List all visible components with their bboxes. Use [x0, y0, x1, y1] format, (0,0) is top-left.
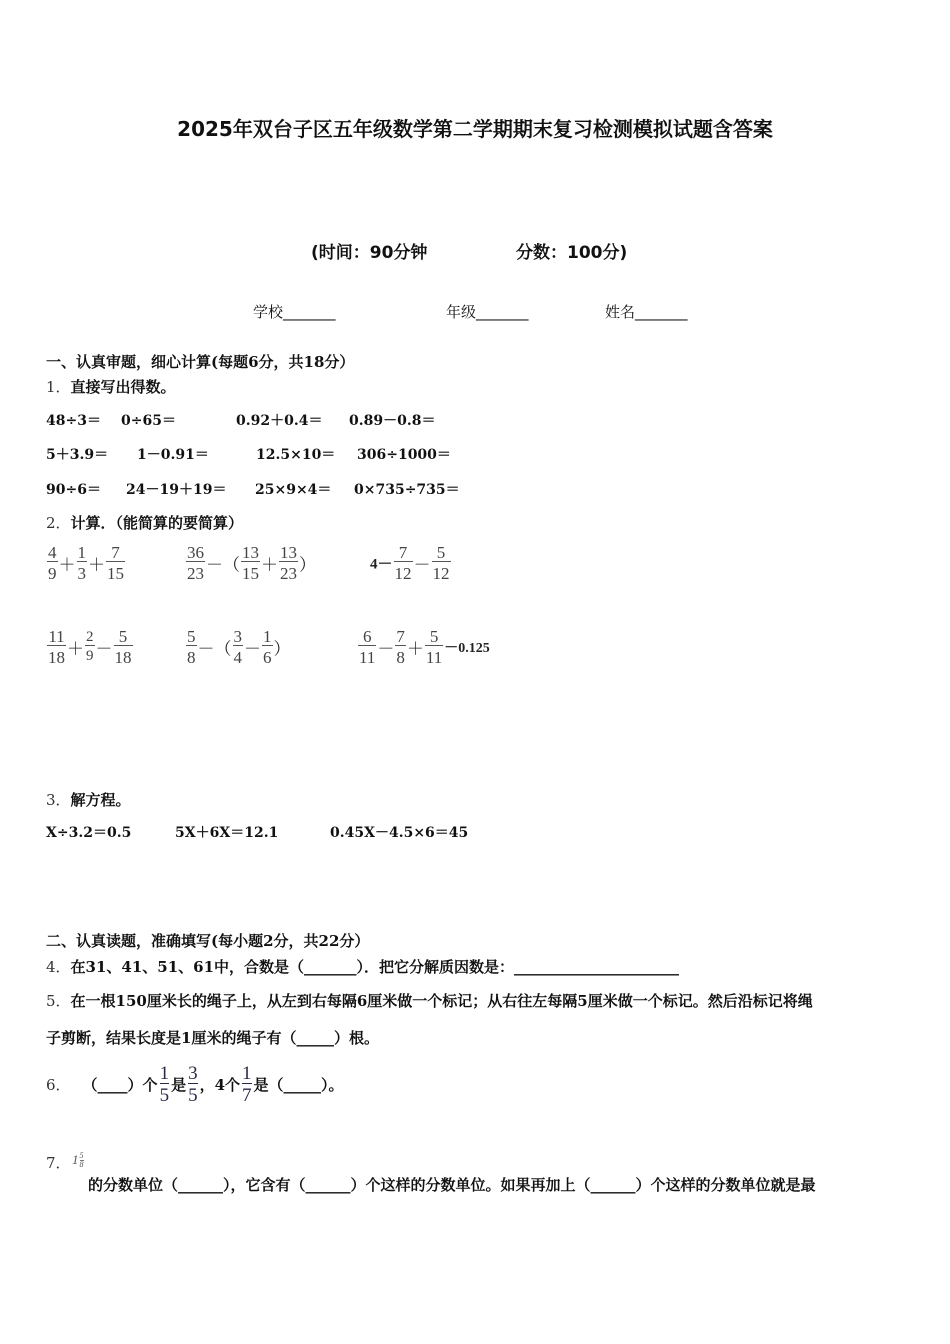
question-number: 7． [46, 1154, 71, 1172]
calc-item: 48÷3＝ [46, 413, 101, 429]
grade-field: 年级_______ [446, 303, 529, 321]
calc-item: 1－0.91＝ [137, 447, 209, 463]
question-label: 直接写出得数。 [70, 378, 176, 396]
question-5-line2: 子剪断，结果长度是1厘米的绳子有（_____）根。 [46, 1029, 379, 1047]
fraction-expression: $\frac{6}{11}$ － $\frac{7}{8}$ ＋ $\frac{5}{11}$ －0.125 [359, 627, 490, 667]
calc-item: 90÷6＝ [46, 482, 101, 498]
fraction: $\frac{4}{9}$ [48, 543, 57, 583]
question-text: 在31、41、51、61中，合数是（_______）．把它分解质因数是：______________________ [70, 958, 680, 976]
fraction: $\frac{7}{15}$ [107, 543, 124, 583]
fraction: $\frac{5}{12}$ [432, 543, 450, 583]
mixed-number: 1 $\frac{5}{8}$ [72, 1151, 84, 1169]
fraction: $\frac{11}{18}$ [48, 627, 65, 667]
question-4 [46, 956, 679, 977]
fraction: $\frac{5}{18}$ [114, 627, 132, 667]
calc-item: 24－19＋19＝ [126, 482, 227, 498]
calc-item: 0÷65＝ [121, 413, 176, 429]
question-2 [46, 512, 243, 533]
fraction: $\frac{1}{3}$ [77, 543, 86, 583]
fraction: $\frac{36}{23}$ [187, 543, 204, 583]
name-field: 姓名_______ [605, 303, 688, 321]
fraction: $\frac{5}{11}$ [425, 627, 443, 667]
question-text: 的分数单位（______），它含有（______）个这样的分数单位。如果再加上（______）个这样的分数单位就是最 [88, 1176, 816, 1194]
fraction: $\frac{6}{11}$ [359, 627, 376, 667]
question-5 [46, 990, 813, 1011]
calc-item: 0.89－0.8＝ [349, 413, 436, 429]
section2-heading: 二、认真读题，准确填写(每小题2分，共22分） [46, 932, 370, 950]
question-label: 计算．（能简算的要简算） [70, 514, 244, 532]
question-number: 2． [46, 514, 71, 532]
fraction-expression: $\frac{5}{8}$ －（ $\frac{3}{4}$ － $\frac{1}{6}$ ） [187, 627, 291, 667]
question-number: 3． [46, 791, 71, 809]
question-number: 1． [46, 378, 71, 396]
question-7 [46, 1151, 816, 1194]
fraction-expression: 4－ $\frac{7}{12}$ － $\frac{5}{12}$ [370, 543, 450, 583]
question-6: 6． （____）个 1 5 是 3 5 ，4个 1 7 是（_____）。 [46, 1063, 344, 1106]
question-number: 5． [46, 992, 71, 1010]
fraction: $\frac{13}{23}$ [280, 543, 297, 583]
fraction: $\frac{3}{4}$ [233, 627, 242, 667]
equation: X÷3.2＝0.5 [46, 825, 132, 841]
section1-heading: 一、认真审题，细心计算(每题6分，共18分） [46, 353, 355, 371]
question-text: 在一根150厘米长的绳子上，从左到右每隔6厘米做一个标记；从右往左每隔5厘米做一个标记。然后沿标记将绳 [70, 992, 813, 1010]
question-1 [46, 376, 176, 397]
fraction: 1 7 [242, 1063, 252, 1106]
question-3 [46, 789, 131, 810]
score-label: 分数：100分) [516, 243, 628, 263]
calc-item: 12.5×10＝ [256, 447, 336, 463]
question-label: 解方程。 [70, 791, 131, 809]
question-number: 4． [46, 958, 71, 976]
school-field: 学校_______ [253, 303, 336, 321]
time-label: (时间：90分钟 [311, 243, 428, 263]
calc-item: 25×9×4＝ [255, 482, 332, 498]
fraction: $\frac{7}{8}$ [396, 627, 405, 667]
fraction: $\frac{2}{9}$ [86, 629, 94, 664]
fraction-expression: $\frac{36}{23}$ －（ $\frac{13}{15}$ ＋ $\frac{13}{23}$ ） [187, 543, 316, 583]
fraction: $\frac{7}{12}$ [394, 543, 412, 583]
calc-item: 0.92＋0.4＝ [236, 413, 323, 429]
question-number: 6． [46, 1076, 71, 1094]
equation: 0.45X－4.5×6＝45 [330, 825, 469, 841]
fraction-expression: $\frac{4}{9}$ ＋ $\frac{1}{3}$ ＋ $\frac{7}{15}$ [48, 543, 124, 583]
calc-item: 0×735÷735＝ [354, 482, 460, 498]
calc-item: 306÷1000＝ [357, 447, 451, 463]
fraction: 1 5 [159, 1063, 170, 1106]
fraction-expression: $\frac{11}{18}$ ＋ $\frac{2}{9}$ － $\frac{5}{18}$ [48, 627, 132, 667]
fraction: $\frac{1}{6}$ [263, 627, 272, 667]
fraction: $\frac{5}{8}$ [187, 627, 196, 667]
equation: 5X＋6X＝12.1 [175, 825, 279, 841]
page-title: 2025年双台子区五年级数学第二学期期末复习检测模拟试题含答案 [177, 117, 773, 141]
fraction: $\frac{13}{15}$ [242, 543, 259, 583]
fraction: 3 5 [188, 1063, 198, 1106]
calc-item: 5＋3.9＝ [46, 447, 109, 463]
